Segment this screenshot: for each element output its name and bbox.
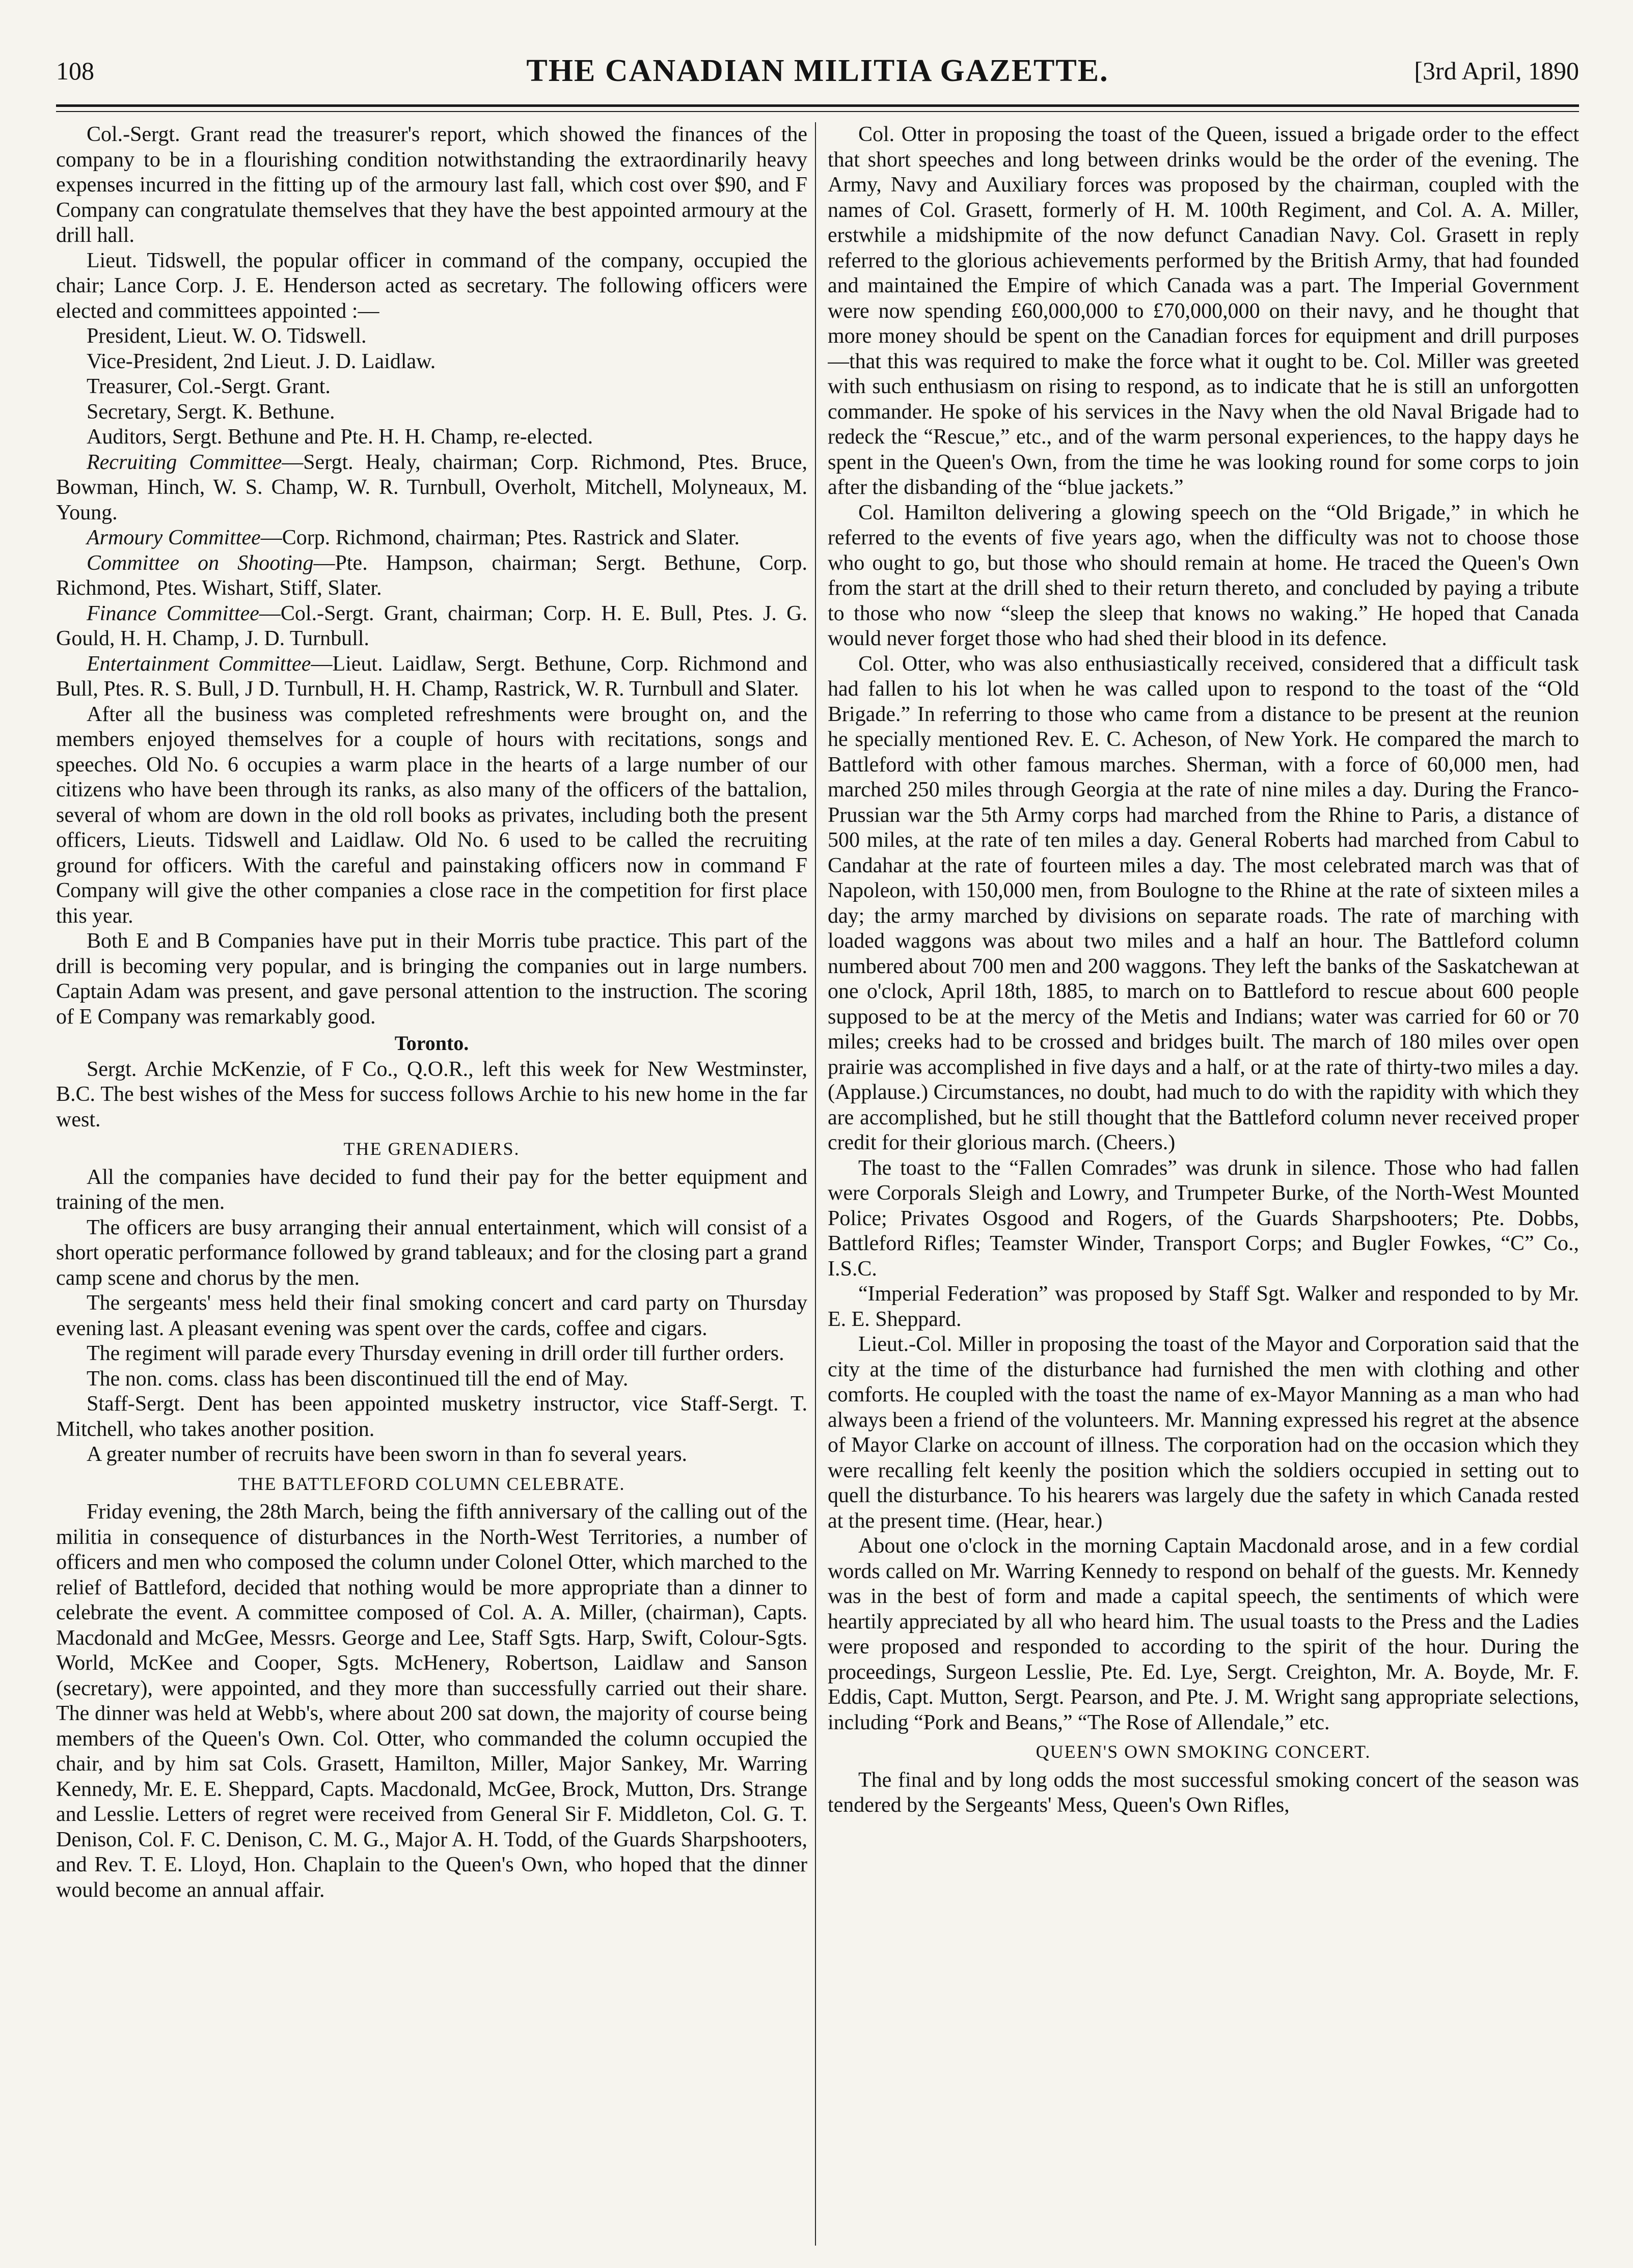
paragraph: Friday evening, the 28th March, being the fifth anniversary of the calling out of the militia in consequence of disturbances in the North-West Territories, a number of officers and men who composed the column under Colonel Otter, which marched to the relief of Battleford, decided that nothing would be more appropriate than a dinner to celebrate the event. A committee composed of Col. A. A. Miller, (chairman), Capts. Macdonald and McGee, Messrs. George and Lee, Staff Sgts. Harp, Swift, Colour-Sgts. World, McKee and Cooper, Sgts. McHenery, Robertson, Laidlaw and Sanson (secretary), were appointed, and they more than successfully carried out their share. The dinner was held at Webb's, where about 200 sat down, the majority of course being members of the Queen's Own. Col. Otter, who commanded the column occupied the chair, and by him sat Cols. Grasett, Hamilton, Miller, Major Sankey, Mr. Warring Kennedy, Mr. E. E. Sheppard, Capts. Macdonald, McGee, Brock, Mutton, Drs. Strange and Lesslie. Letters of regret were received from General Sir F. Middleton, Col. G. T. Denison, Col. F. C. Denison, C. M. G., Major A. H. Todd, of the Guards Sharpshooters, and Rev. T. E. Lloyd, Hon. Chaplain to the Queen's Own, who hoped that the dinner would become an annual affair. bbox=[56, 1500, 807, 1902]
committee-entry bbox=[56, 601, 807, 652]
paragraph: The non. coms. class has been discontinued till the end of May. bbox=[87, 1367, 629, 1391]
committee-name: Entertainment Committee bbox=[87, 652, 311, 676]
committee-entry bbox=[56, 525, 807, 551]
left-column bbox=[56, 122, 807, 2246]
committee-name: Finance Committee bbox=[87, 601, 259, 625]
header-rule-thick bbox=[56, 104, 1579, 107]
committee-members: —Col.-Sergt. Grant, chairman; Corp. H. E. Bull, Ptes. J. G. Gould, H. H. Champ, J. D. Turnbull. bbox=[56, 601, 807, 650]
paragraph: Col. Hamilton delivering a glowing speech on the “Old Brigade,” in which he referred to the events of five years ago, when the difficulty was not to choose those who ought to go, but those who should remain at home. He traced the Queen's Own from the start at the drill shed to their return thereto, and concluded by paying a tribute to those who now “sleep the sleep that knows no waking.” He hoped that Canada would never forget those who had shed their blood in its defence. bbox=[828, 501, 1579, 650]
paragraph: Staff-Sergt. Dent has been appointed musketry instructor, vice Staff-Sergt. T. Mitchell, who takes another position. bbox=[56, 1392, 807, 1441]
right-column bbox=[828, 122, 1579, 2246]
paragraph: Col. Otter in proposing the toast of the Queen, issued a brigade order to the effect that short speeches and long between drinks would be the order of the evening. The Army, Navy and Auxiliary forces was proposed by the chairman, coupled with the names of Col. Grasett, formerly of H. M. 100th Regiment, and Col. A. A. Miller, erstwhile a midshipmite of the now defunct Canadian Navy. Col. Grasett in reply referred to the glorious achievements performed by the British Army, that had founded and maintained the Empire of which Canada was a part. The Imperial Government were now spending £60,000,000 to £70,000,000 on their navy, and he thought that more money should be spent on the Canadian forces for equipment and drill purposes—that this was required to make the force what it ought to be. Col. Miller was greeted with such enthusiasm on rising to respond, as to indicate that he is still an unforgotten commander. He spoke of his services in the Navy when the old Naval Brigade had to redeck the “Rescue,” etc., and of the warm personal experiences, to the happy days he spent in the Queen's Own, from the time he was looking round for some corps to join after the disbanding of the “blue jackets.” bbox=[828, 123, 1579, 499]
paragraph: The officers are busy arranging their annual entertainment, which will consist of a short operatic performance followed by grand tableaux; and for the closing part a grand camp scene and chorus by the men. bbox=[56, 1215, 807, 1290]
committee-members: —Sergt. Healy, chairman; Corp. Richmond, Ptes. Bruce, Bowman, Hinch, W. S. Champ, W. R. Turnbull, Overholt, Mitchell, Molyneaux, M. Young. bbox=[56, 450, 807, 524]
committee-name: Committee on Shooting bbox=[87, 551, 314, 575]
officer-entry: Vice-President, 2nd Lieut. J. D. Laidlaw. bbox=[87, 349, 436, 373]
paragraph: The sergeants' mess held their final smoking concert and card party on Thursday evening last. A pleasant evening was spent over the cards, coffee and cigars. bbox=[56, 1291, 807, 1340]
committee-name: Recruiting Committee bbox=[87, 450, 282, 474]
committee-members: —Lieut. Laidlaw, Sergt. Bethune, Corp. Richmond and Bull, Ptes. R. S. Bull, J D. Turnbull, H. H. Champ, Rastrick, W. R. Turnbull and Slater. bbox=[56, 652, 807, 701]
page-number: 108 bbox=[56, 57, 94, 85]
paragraph: Col. Otter, who was also enthusiastically received, considered that a difficult task had fallen to his lot when he was called upon to respond to the toast of the “Old Brigade.” In referring to those who came from a distance to be present at the reunion he specially mentioned Rev. E. C. Acheson, of New York. He compared the march to Battleford with other famous marches. Sherman, with a force of 60,000 men, had marched 250 miles through Georgia at the rate of nine miles a day. During the Franco-Prussian war the 5th Army corps had marched from the Rhine to Paris, a distance of 500 miles, at the rate of ten miles a day. General Roberts had marched from Cabul to Candahar at the rate of fourteen miles a day. The most celebrated march was that of Napoleon, with 150,000 men, from Boulogne to the Rhine at the rate of sixteen miles a day; the army marched by divisions on separate roads. The rate of marching with loaded waggons was about two miles and a half an hour. The Battleford column numbered about 700 men and 200 waggons. They left the banks of the Saskatchewan at one o'clock, April 18th, 1885, to march on to Battleford to rescue about 600 people supposed to be at the mercy of the Metis and Indians; water was carried for 60 or 70 miles; creeks had to be crossed and bridges built. The march of 180 miles over open prairie was accomplished in five days and a half, or at the rate of thirty-two miles a day. (Applause.) Circumstances, no doubt, had much to do with the rapidity with which they are accomplished, but he still thought that the Battleford column never received proper credit for their glorious march. (Cheers.) bbox=[828, 652, 1579, 1154]
committee-members: —Corp. Richmond, chairman; Ptes. Rastrick and Slater. bbox=[260, 526, 740, 549]
committee-name: Armoury Committee bbox=[87, 526, 261, 549]
committee-entry bbox=[56, 551, 807, 601]
section-heading-battleford: THE BATTLEFORD COLUMN CELEBRATE. bbox=[238, 1473, 625, 1494]
committee-entry bbox=[56, 450, 807, 526]
paragraph: After all the business was completed refreshments were brought on, and the members enjoyed themselves for a couple of hours with recitations, songs and speeches. Old No. 6 occupies a warm place in the hearts of a large number of our citizens who have been through its ranks, as also many of the officers of the battalion, several of whom are down in the old roll books as privates, including both the present officers, Lieuts. Tidswell and Laidlaw. Old No. 6 used to be called the recruiting ground for officers. With the careful and painstaking officers now in command F Company will give the other companies a close race in the competition for first place this year. bbox=[56, 702, 807, 928]
paragraph: Both E and B Companies have put in their Morris tube practice. This part of the drill is becoming very popular, and is bringing the companies out in large numbers. Captain Adam was present, and gave personal attention to the instruction. The scoring of E Company was remarkably good. bbox=[56, 929, 807, 1029]
committee-members: —Pte. Hampson, chairman; Sergt. Bethune, Corp. Richmond, Ptes. Wishart, Stiff, Slater. bbox=[56, 551, 807, 600]
section-heading-toronto: Toronto. bbox=[394, 1032, 469, 1055]
section-heading-smoking-concert: QUEEN'S OWN SMOKING CONCERT. bbox=[1036, 1741, 1371, 1762]
committee-entry bbox=[56, 652, 807, 702]
paragraph: Col.-Sergt. Grant read the treasurer's report, which showed the finances of the company to be in a flourishing condition notwithstanding the extraordinarily heavy expenses incurred in the fitting up of the armoury last fall, which cost over $90, and F Company can congratulate themselves that they have the best appointed armoury at the drill hall. bbox=[56, 123, 807, 247]
paragraph: All the companies have decided to fund their pay for the better equipment and training of the men. bbox=[56, 1165, 807, 1214]
officer-entry: Secretary, Sergt. K. Bethune. bbox=[87, 400, 335, 424]
officer-entry: Auditors, Sergt. Bethune and Pte. H. H. Champ, re-elected. bbox=[87, 425, 593, 449]
paragraph: Lieut. Tidswell, the popular officer in command of the company, occupied the chair; Lance Corp. J. E. Henderson acted as secretary. The following officers were elected and committees appointed :— bbox=[56, 248, 807, 323]
paragraph: A greater number of recruits have been sworn in than fo several years. bbox=[87, 1443, 688, 1466]
section-heading-grenadiers: THE GRENADIERS. bbox=[343, 1139, 520, 1159]
paragraph: The regiment will parade every Thursday evening in drill order till further orders. bbox=[87, 1342, 784, 1365]
paragraph: Lieut.-Col. Miller in proposing the toast of the Mayor and Corporation said that the city at the time of the disturbance had furnished the men with clothing and other comforts. He coupled with the toast the name of ex-Mayor Manning as a man who had always been a friend of the volunteers. Mr. Manning expressed his regret at the absence of Mayor Clarke on account of illness. The corporation had on the occasion which they were recalling felt keenly the position which the soldiers occupied in setting out to quell the disturbance. To his hearers was largely due the safety in which Canada rested at the present time. (Hear, hear.) bbox=[828, 1333, 1579, 1533]
officer-entry: Treasurer, Col.-Sergt. Grant. bbox=[87, 375, 331, 398]
issue-date: [3rd April, 1890 bbox=[1414, 57, 1579, 85]
newspaper-title: THE CANADIAN MILITIA GAZETTE. bbox=[526, 53, 1109, 88]
page-header bbox=[56, 53, 1579, 97]
paragraph: The toast to the “Fallen Comrades” was drunk in silence. Those who had fallen were Corporals Sleigh and Lowry, and Trumpeter Burke, of the North-West Mounted Police; Privates Osgood and Rogers, of the Guards Sharpshooters; Pte. Dobbs, Battleford Rifles; Teamster Winder, Transport Corps; and Bugler Fowkes, “C” Co., I.S.C. bbox=[828, 1156, 1579, 1281]
header-rule-thin bbox=[56, 111, 1579, 112]
paragraph: About one o'clock in the morning Captain Macdonald arose, and in a few cordial words called on Mr. Warring Kennedy to respond on behalf of the guests. Mr. Kennedy was in the best of form and made a capital speech, the sentiments of which were heartily appreciated by all who heard him. The usual toasts to the Press and the Ladies were proposed and responded to according to the spirit of the hour. During the proceedings, Surgeon Lesslie, Pte. Ed. Lye, Sergt. Creighton, Mr. A. Boyde, Mr. F. Eddis, Capt. Mutton, Sergt. Pearson, and Pte. J. M. Wright sang appropriate selections, including “Pork and Beans,” “The Rose of Allendale,” etc. bbox=[828, 1534, 1579, 1734]
paragraph: “Imperial Federation” was proposed by Staff Sgt. Walker and responded to by Mr. E. E. Sheppard. bbox=[828, 1282, 1579, 1331]
paragraph: The final and by long odds the most successful smoking concert of the season was tendered by the Sergeants' Mess, Queen's Own Rifles, bbox=[828, 1768, 1579, 1817]
officer-entry: President, Lieut. W. O. Tidswell. bbox=[87, 324, 367, 348]
column-divider bbox=[815, 122, 816, 2246]
paragraph: Sergt. Archie McKenzie, of F Co., Q.O.R., left this week for New Westminster, B.C. The best wishes of the Mess for success follows Archie to his new home in the far west. bbox=[56, 1057, 807, 1131]
